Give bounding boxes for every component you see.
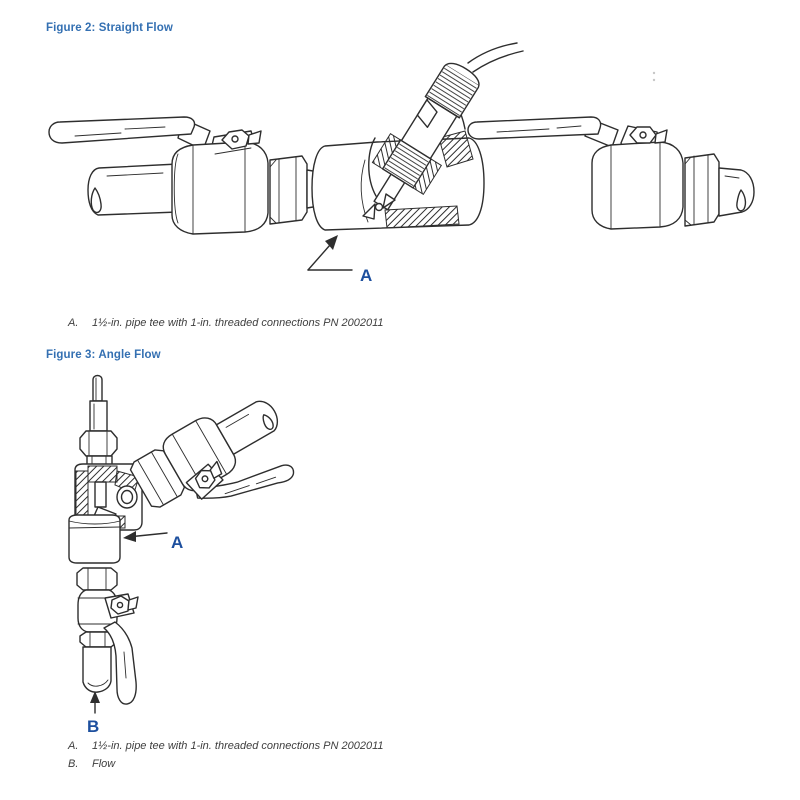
sensor-cable (468, 43, 523, 72)
figure3-caption-a (68, 739, 384, 753)
right-valve-stem-bolt (630, 127, 667, 143)
sensor-probe (80, 376, 117, 469)
callout-a-label: A (360, 266, 373, 285)
outlet-pipe (719, 168, 754, 216)
right-union-nut (685, 154, 719, 226)
callout-arrow-icon (123, 531, 136, 542)
callout-a-label: A (171, 533, 184, 552)
left-ball-valve (172, 130, 268, 234)
caption-text: Flow (92, 758, 116, 770)
figure3-caption-b (68, 757, 115, 771)
figure2-caption-a (68, 316, 384, 330)
figure2-callout-a (308, 235, 372, 285)
left-valve-handle (49, 117, 210, 150)
caption-prefix: B. (68, 758, 79, 770)
caption-prefix: A. (68, 317, 79, 329)
figure2-drawing (45, 42, 795, 292)
scan-artifact (653, 72, 655, 81)
callout-b-label: B (87, 717, 100, 735)
figure3-drawing (55, 370, 335, 735)
lower-coupling (69, 515, 120, 563)
lower-inlet-pipe (83, 647, 111, 692)
figure2-title: Figure 2: Straight Flow (46, 22, 173, 34)
caption-text: 1½-in. pipe tee with 1-in. threaded connections PN 2002011 (92, 740, 384, 752)
lower-valve-stem-bolt (105, 594, 138, 618)
branch-assembly (126, 384, 308, 546)
caption-prefix: A. (68, 740, 79, 752)
right-valve-handle (468, 117, 618, 147)
caption-text: 1½-in. pipe tee with 1-in. threaded connections PN 2002011 (92, 317, 384, 329)
inlet-pipe (88, 164, 178, 215)
figure3-callout-b (87, 691, 100, 735)
figure3-callout-a (123, 531, 183, 552)
figure3-title: Figure 3: Angle Flow (46, 349, 161, 361)
flow-arrow-icon (90, 691, 100, 703)
